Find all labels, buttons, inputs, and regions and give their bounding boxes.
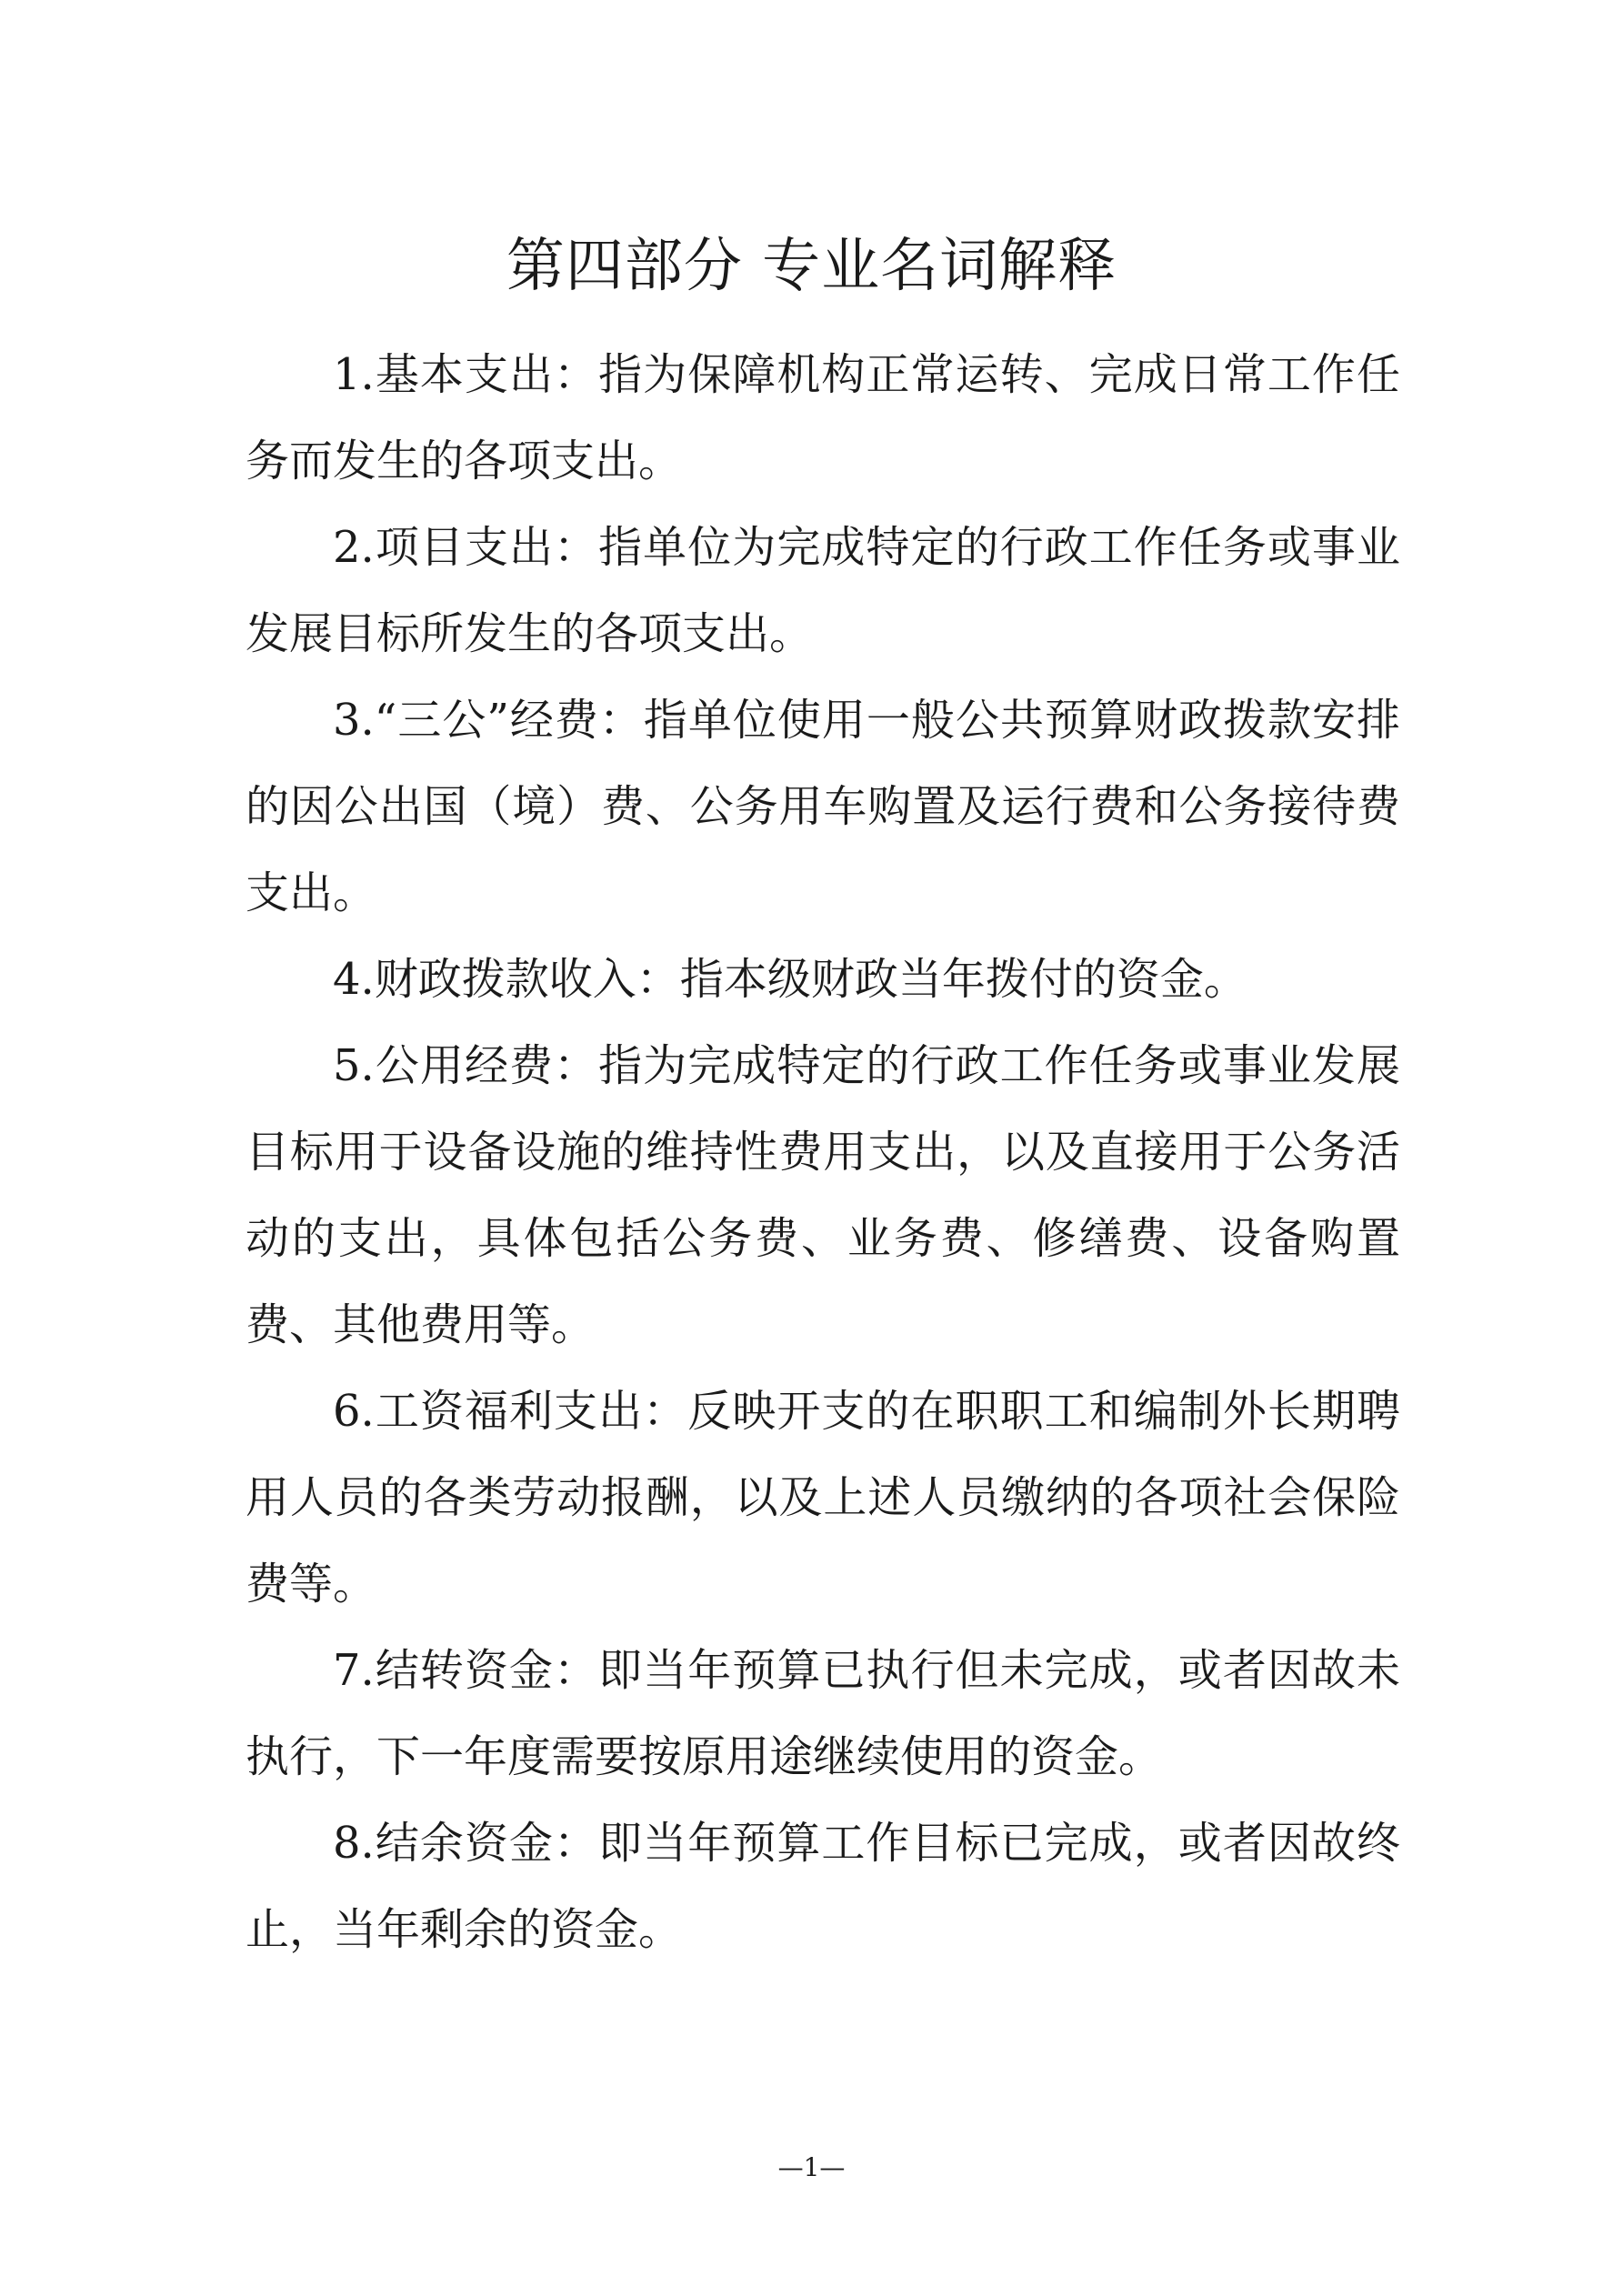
entry-definition: 指单位为完成特定的行政工作任务或事业发展目标所发生的各项支出。 <box>245 522 1400 659</box>
entry-definition: 即当年预算已执行但未完成，或者因故未执行，下一年度需要按原用途继续使用的资金。 <box>245 1645 1400 1782</box>
entry-definition: 指本级财政当年拨付的资金。 <box>679 954 1247 1005</box>
entry-definition: 指为完成特定的行政工作任务或事业发展目标用于设备设施的维持性费用支出，以及直接用于公务活动的支出，具体包括公务费、业务费、修缮费、设备购置费、其他费用等。 <box>245 1040 1400 1350</box>
glossary-entry <box>245 1369 1400 1628</box>
entry-term: 2.项目支出： <box>333 522 599 573</box>
entry-term: 1.基本支出： <box>333 349 599 400</box>
entry-term: 6.工资福利支出： <box>333 1386 688 1437</box>
glossary-entry <box>245 937 1400 1023</box>
entry-term: 8.结余资金： <box>333 1818 599 1869</box>
glossary-entry <box>245 1628 1400 1800</box>
entry-term: 7.结转资金： <box>333 1645 599 1696</box>
page-title: 第四部分 专业名词解释 <box>506 233 1117 300</box>
entry-definition: 反映开支的在职职工和编制外长期聘用人员的各类劳动报酬，以及上述人员缴纳的各项社会保险费等。 <box>245 1386 1400 1609</box>
entry-definition: 即当年预算工作目标已完成，或者因故终止，当年剩余的资金。 <box>245 1818 1400 1955</box>
entry-term: 3.“三公”经费： <box>333 695 644 746</box>
entry-term: 5.公用经费： <box>333 1040 599 1091</box>
glossary-entry <box>245 677 1400 937</box>
glossary-entry <box>245 505 1400 677</box>
glossary-entry <box>245 1800 1400 1973</box>
entry-definition: 指为保障机构正常运转、完成日常工作任务而发生的各项支出。 <box>245 349 1400 486</box>
entry-definition: 指单位使用一般公共预算财政拨款安排的因公出国（境）费、公务用车购置及运行费和公务接待费支出。 <box>245 695 1400 918</box>
glossary-body <box>245 332 1400 1973</box>
glossary-entry <box>245 332 1400 505</box>
page-number: —1— <box>777 2152 846 2182</box>
glossary-entry <box>245 1023 1400 1369</box>
entry-term: 4.财政拨款收入： <box>333 954 680 1005</box>
